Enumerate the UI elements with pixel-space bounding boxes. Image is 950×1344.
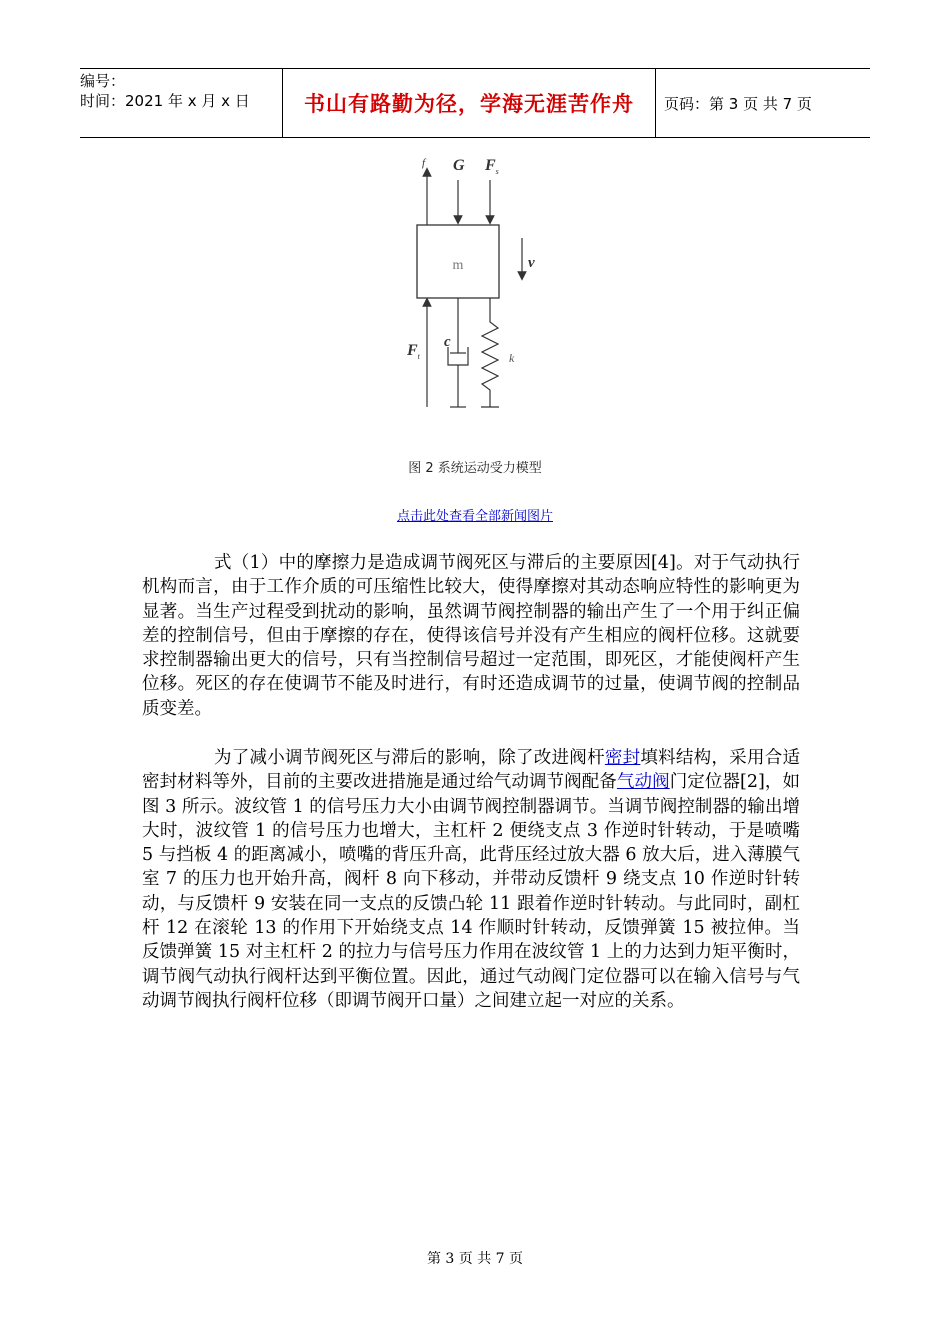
damper-label: c xyxy=(444,334,451,350)
view-all-images-link-container xyxy=(0,505,950,524)
spring-force-label: $F_s$ xyxy=(485,157,499,176)
damper xyxy=(448,298,468,407)
mass-label: m xyxy=(452,258,464,273)
page-footer: 第 3 页 共 7 页 xyxy=(426,1251,524,1267)
time-label: 时间：2021 年 x 月 x 日 xyxy=(80,92,250,110)
pneumatic-valve-link[interactable]: 气动阀 xyxy=(616,772,670,793)
header-motto: 书山有路勤为径，学海无涯苦作舟 xyxy=(304,92,634,116)
paragraph-text: 为了减小调节阀死区与滞后的影响，除了改进阀杆 xyxy=(214,748,605,768)
paragraph-positioner xyxy=(142,746,800,1013)
gravity-label: G xyxy=(453,157,465,174)
velocity-label: v xyxy=(528,255,535,271)
number-label: 编号： xyxy=(80,72,126,90)
header-meta xyxy=(80,69,282,139)
thrust-label: $F_t$ xyxy=(407,342,420,361)
header-page-info: 页码：第 3 页 共 7 页 xyxy=(664,94,812,113)
paragraph-friction: 式（1）中的摩擦力是造成调节阀死区与滞后的主要原因[4]。对于气动执行机构而言，由于工作介质的可压缩性比较大，使得摩擦对其动态响应特性的影响更为显著。当生产过程受到扰动的影响，虽然调节阀控制器的输出产生了一个用于纠正偏差的控制信号，但由于摩擦的存在，使得该信号并没有产生相应的阀杆位移。这就要求控制器输出更大的信号，只有当控制信号超过一定范围，即死区，才能使阀杆产生位移。死区的存在使调节不能及时进行，有时还造成调节的过量，使调节阀的控制品质变差。 xyxy=(142,553,800,719)
seal-link[interactable]: 密封 xyxy=(604,748,641,768)
figure-caption: 图 2 系统运动受力模型 xyxy=(408,461,542,476)
spring-label: k xyxy=(509,351,515,365)
header-motto-cell xyxy=(282,69,656,137)
paragraph-text: 门定位器[2]，如图 3 所示。波纹管 1 的信号压力大小由调节阀控制器调节。当调节阀控制器的输出增大时，波纹管 1 的信号压力也增大，主杠杆 2 便绕支点 3 作逆时针转动，于是喷嘴 5 与挡板 4 的距离减小，喷嘴的背压升高，此背压经过放大器 6 放大后，进入薄膜气室 7 的压力也开始升高，阀杆 8 向下移动，并带动反馈杆 9 绕支点 10 作逆时针转动，与反馈杆 9 安装在同一支点的反馈凸轮 11 跟着作逆时针转动。与此同时，副杠杆 12 在滚轮 13 的作用下开始绕支点 14 作顺时针转动，反馈弹簧 15 被拉伸。当反馈弹簧 15 对主杠杆 2 的拉力与信号压力作用在波纹管 1 上的力达到力矩平衡时，调节阀气动执行阀杆达到平衡位置。因此，通过气动阀门定位器可以在输入信号与气动调节阀执行阀杆位移（即调节阀开口量）之间建立起一对应的关系。 xyxy=(142,772,801,1011)
paragraph-text: 填料结构，采用合适密封材料等外，目前的主要改进措施是通过给气动调节阀配备 xyxy=(142,748,800,793)
view-all-images-link[interactable]: 点击此处查看全部新闻图片 xyxy=(396,509,553,524)
force-model-diagram xyxy=(395,150,555,412)
page-header xyxy=(80,68,870,138)
spring xyxy=(482,298,498,407)
friction-label: f xyxy=(422,157,426,169)
